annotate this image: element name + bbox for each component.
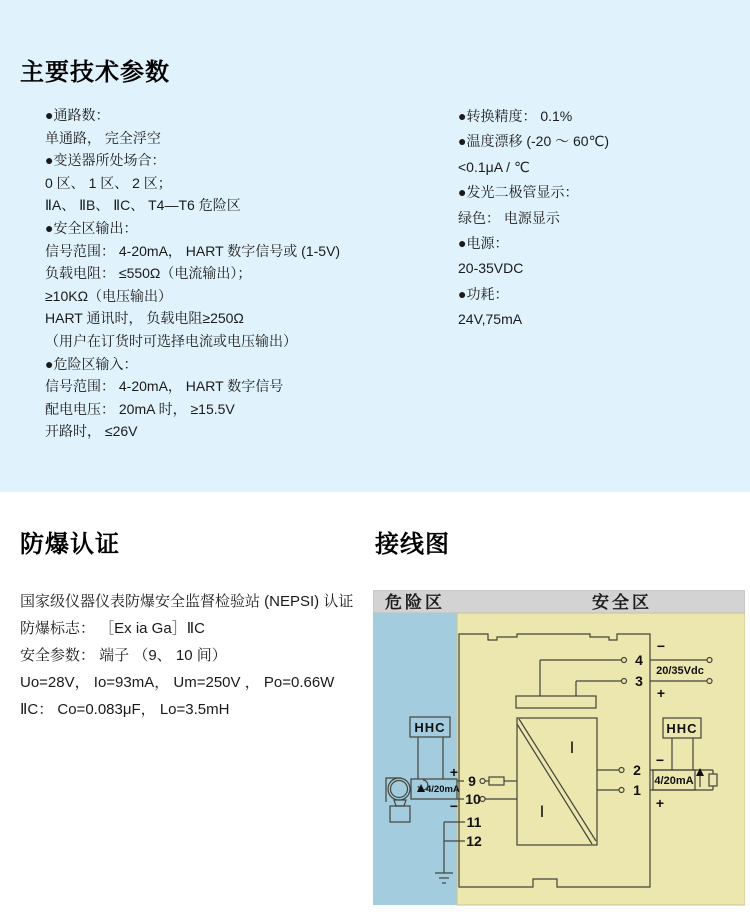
text-line: ≥10KΩ（电压输出） [45,287,173,304]
text-line: 0 区、 1 区、 2 区； [45,174,172,191]
tech-params-left-column [45,104,340,443]
terminal-label-2: 2 [633,762,641,778]
hazard-zone-label: 危险区 [385,593,445,612]
text-line: 单通路， 完全浮空 [45,129,161,146]
text-line: 20-35VDC [458,260,524,277]
text-line: 绿色： 电源显示 [458,209,560,226]
text-line: 24V,75mA [458,311,523,328]
text-line: 信号范围： 4-20mA， HART 数字信号 [45,378,284,395]
isolator-current-symbol-top: I [569,738,575,757]
text-line: ●发光二极管显示： [458,184,579,201]
output-signal-label: 4/20mA [654,775,694,787]
supply-voltage-label: 20/35Vdc [656,665,704,677]
section-title-tech-params: 主要技术参数 [20,58,170,86]
hhc-left-label: HHC [414,720,446,735]
terminal-circle-2 [619,768,624,773]
output-minus-sign: − [655,752,665,768]
text-line: ●电源： [458,234,509,251]
certification-text [20,588,353,723]
text-line: ●功耗： [458,285,509,302]
fuse [489,777,504,785]
text-line: （用户在订货时可选择电流或电压输出） [45,332,297,349]
load-resistor [709,774,717,786]
terminal-label-10: 10 [465,791,481,807]
safe-zone [457,613,745,905]
text-line: ●温度漂移 (-20 ～ 60℃) [458,133,609,150]
text-line: HART 通讯时， 负载电阻≥250Ω [45,310,244,327]
text-line: 国家级仪器仪表防爆安全监督检验站 (NEPSI) 认证 [20,593,354,610]
terminal-circle-3 [622,679,627,684]
safe-zone-label: 安全区 [592,593,652,612]
supply-terminal-minus [707,658,712,663]
input-plus-sign: + [449,764,459,780]
terminal-label-3: 3 [635,673,643,689]
text-line: <0.1μA / ℃ [458,158,530,175]
text-line: ⅡC： Co=0.083μF， Lo=3.5mH [20,701,230,718]
supply-plus-sign: + [656,685,666,701]
terminal-label-4: 4 [635,652,643,668]
supply-minus-sign: − [656,638,666,654]
terminal-label-9: 9 [468,773,476,789]
isolator-current-symbol-bottom: I [539,802,545,821]
text-line: 配电电压： 20mA 时， ≥15.5V [45,400,235,417]
terminal-label-12: 12 [466,833,482,849]
section-title-wiring: 接线图 [375,530,450,558]
text-line: ●危险区输入： [45,355,138,372]
transmitter-signal-label: 4/20mA [426,784,460,795]
hhc-right-label: HHC [666,721,698,736]
input-minus-sign: − [449,798,459,814]
text-line: ●转换精度： 0.1% [458,108,573,124]
text-line: 信号范围： 4-20mA， HART 数字信号或 (1-5V) [45,242,341,259]
wiring-diagram [373,590,745,912]
supply-terminal-plus [707,679,712,684]
terminal-circle-4 [622,658,627,663]
text-line: 安全参数： 端子 （9、 10 间） [20,647,227,664]
output-plus-sign: + [655,795,665,811]
text-line: ●安全区输出： [45,219,138,236]
transmitter-body-outer [388,778,410,800]
text-line: 负载电阻： ≤550Ω（电流输出）； [45,265,252,282]
terminal-label-1: 1 [633,782,641,798]
section-title-certification: 防爆认证 [20,530,120,558]
text-line: Uo=28V， Io=93mA， Um=250V ， Po=0.66W [20,674,335,691]
text-line: 防爆标志： ［Ex ia Ga］ⅡC [20,620,205,637]
wiring-diagram-svg [373,590,745,912]
text-line: ●变送器所处场合： [45,152,166,169]
text-line: ●通路数： [45,107,110,123]
terminal-label-11: 11 [466,814,482,830]
terminal-circle-9 [480,779,485,784]
terminal-circle-1 [619,788,624,793]
text-line: 开路时， ≤26V [45,423,138,440]
text-line: ⅡA、 ⅡB、 ⅡC、 T4—T6 危险区 [45,197,241,214]
tech-params-right-column [458,104,609,333]
